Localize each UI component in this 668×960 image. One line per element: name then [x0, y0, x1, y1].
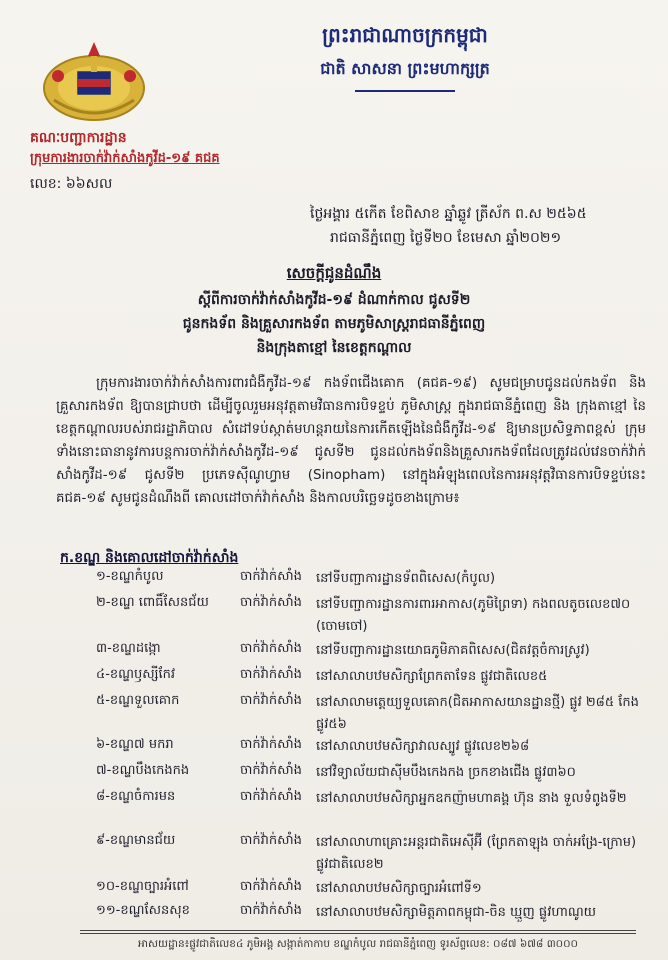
vaccination-location: នៅទីបញ្ជាការដ្ឋានយោធភូមិភាគពិសេស(ជិតវត្តចំការស្រូវ): [316, 643, 590, 658]
vaccination-action: ចាក់វ៉ាក់សាំង: [240, 595, 302, 610]
district-name: ២-ខណ្ឌ ពោធិ៍សែនជ័យ: [96, 595, 209, 610]
vaccination-location: នៅសាលាបឋមសិក្សាព្រែកតាទែន ផ្លូវជាតិលេខ៥: [316, 669, 548, 684]
vaccination-location: នៅសាលាបឋមសិក្សាមិត្តភាពកម្ពុជា-ចិន ឃ្មួញ ផ្លូវហាណូយ: [316, 905, 597, 920]
vaccination-action: ចាក់វ៉ាក់សាំង: [240, 641, 302, 656]
district-name: ៣-ខណ្ឌដង្កោ: [96, 641, 161, 656]
vaccination-location: នៅទីបញ្ជាការដ្ឋានការពារអាកាស(ភូមិព្រៃទា) កងពលតូចលេខ៧០ (ចោមចៅ): [316, 597, 631, 634]
vaccination-action: ចាក់វ៉ាក់សាំង: [240, 879, 302, 894]
kingdom-title: ព្រះរាជាណាចក្រកម្ពុជា: [322, 23, 488, 47]
document-subtitle-2: ជូនកងទ័ព និងគ្រួសារកងទ័ព តាមភូមិសាស្ត្ររាជធានីភ្នំពេញ: [182, 316, 486, 332]
vaccination-action: ចាក់វ៉ាក់សាំង: [240, 789, 302, 804]
vaccination-location: នៅទីបញ្ជាការដ្ឋានទ័ពពិសេស(កំបូល): [316, 571, 496, 586]
district-name: ៤-ខណ្ឌឫស្សីកែវ: [96, 667, 176, 682]
district-name: ៨-ខណ្ឌចំការមន: [96, 789, 176, 804]
district-name: ១-ខណ្ឌកំបូល: [96, 569, 164, 584]
document-subtitle-1: ស្ដីពីការចាក់វ៉ាក់សាំងកូវីដ-១៩ ដំណាក់កាល ជូសទី២: [197, 292, 471, 308]
district-name: ១០-ខណ្ឌច្បារអំពៅ: [96, 879, 189, 894]
footer-divider-2: [80, 933, 636, 934]
district-name: ៥-ខណ្ឌទួលគោក: [96, 693, 180, 708]
vaccination-location: នៅសាលាបឋមសិក្សាអ្នកឧកញ៉ាមហាគង្គ ហ៊ុន នាង ទួលទំពូងទី២: [316, 791, 627, 806]
national-motto: ជាតិ សាសនា ព្រះមហាក្សត្រ: [320, 59, 490, 78]
section-heading: ក.ខណ្ឌ និងគោលដៅចាក់វ៉ាក់សាំង: [60, 550, 239, 566]
body-paragraph: ក្រុមការងារចាក់វ៉ាក់សាំងការពារជំងឺកូវីដ-១៩ កងទ័ពជើងគោក (គជគ-១៩) សូមជម្រាបជូនដល់កងទ័ព និង គ្រួសារកងទ័ព ឱ្យបានជ្រាបថា ដើម្បីចូលរួមអនុវត្តតាមវិធានការបិទខ្ទប់ ភូមិសាស្ត្រ ក្នុងរាជធានីភ្នំពេញ និង ក្រុងតាខ្មៅ នៃខេត្តកណ្ដាលរបស់រាជរដ្ឋាភិបាល សំដៅទប់ស្កាត់មហន្តរាយនៃការកើតឡើងនៃជំងឺកូវីដ-១៩ ឱ្យមានប្រសិទ្ធភាពខ្ពស់ ក្រុមទាំងនោះធានានូវការបន្តការចាក់វ៉ាក់សាំងកូវីដ-១៩ ជូសទី២ ជូនដល់កងទ័ពនិងគ្រួសារកងទ័ពដែលត្រូវដល់វេនចាក់វ៉ាក់សាំងកូវីដ-១៩ ជូសទី២ ប្រភេទស៊ីណូហ្វាម (Sinopham) នៅក្នុងអំឡុងពេលនៃការអនុវត្តវិធានការបិទខ្ទប់នេះ គជគ-១៩ សូមជូនដំណឹងពី គោលដៅចាក់វ៉ាក់សាំង និងកាលបរិច្ឆេទដូចខាងក្រោម៖: [56, 376, 646, 506]
document-title: សេចក្ដីជូនដំណឹង: [286, 264, 382, 282]
lunar-date: ថ្ងៃអង្គារ ៥កើត ខែពិសាខ ឆ្នាំឆ្លូវ ត្រីស័ក ព.ស ២៥៦៥: [310, 206, 587, 222]
footer-divider: [80, 930, 636, 931]
district-name: ៩-ខណ្ឌមានជ័យ: [96, 833, 176, 848]
district-name: ១១-ខណ្ឌសែនសុខ: [96, 903, 190, 918]
organization-unit: ក្រុមការងារចាក់វ៉ាក់សាំងកូវីដ-១៩ គជគ: [30, 151, 220, 166]
vaccination-location: នៅសាលាមត្តេយ្យទួលគោក(ជិតអាកាសយានដ្ឋានថ្មី) ផ្លូវ ២៨៥ កែងផ្លូវ៥៦: [316, 695, 639, 732]
vaccination-action: ចាក់វ៉ាក់សាំង: [240, 763, 302, 778]
district-name: ៧-ខណ្ឌបឹងកេងកង: [96, 763, 190, 778]
organization-name: គណៈបញ្ជាការដ្ឋាន: [30, 130, 127, 146]
vaccination-location: នៅសាលាបឋមសិក្សាវាលស្បូវ ផ្លូវលេខ២៦៨: [316, 739, 530, 754]
document-subtitle-3: និងក្រុងតាខ្មៅ នៃខេត្តកណ្ដាល: [256, 340, 412, 356]
solar-date: រាជធានីភ្នំពេញ ថ្ងៃទី២០ ខែមេសា ឆ្នាំ២០២១: [330, 230, 562, 246]
vaccination-action: ចាក់វ៉ាក់សាំង: [240, 693, 302, 708]
reference-number: លេខ: ៦៦សល: [30, 176, 113, 192]
vaccination-location: នៅវិទ្យាល័យជាស៊ីមបឹងកេងកង ច្រកខាងជើង ផ្លូវ៣៦០: [316, 765, 576, 780]
vaccination-action: ចាក់វ៉ាក់សាំង: [240, 833, 302, 848]
motto-divider: [355, 90, 455, 92]
army-emblem-icon: [38, 36, 150, 124]
vaccination-location: នៅសាលាបឋមសិក្សាច្បារអំពៅទី១: [316, 881, 482, 896]
vaccination-action: ចាក់វ៉ាក់សាំង: [240, 737, 302, 752]
district-name: ៦-ខណ្ឌ៧ មករា: [96, 737, 174, 752]
vaccination-location: នៅសាលាហាគ្រោះអន្តរជាតិអេស៊ីអ៊ី (ព្រែកតាឡុង ចាក់អង្រែ-ក្រោម) ផ្លូវជាតិលេខ២: [316, 835, 637, 872]
vaccination-action: ចាក់វ៉ាក់សាំង: [240, 569, 302, 584]
footer-address: អាសយដ្ឋាន៖ផ្លូវជាតិលេខ៤ ភូមិអង្គ សង្កាត់កាកាប ខណ្ឌកំបូល រាជធានីភ្នំពេញ ទូរស័ព្ទលេខ: ០៨៧ ៦៧៨ ៣០០០: [138, 938, 578, 950]
vaccination-action: ចាក់វ៉ាក់សាំង: [240, 903, 302, 918]
vaccination-action: ចាក់វ៉ាក់សាំង: [240, 667, 302, 682]
